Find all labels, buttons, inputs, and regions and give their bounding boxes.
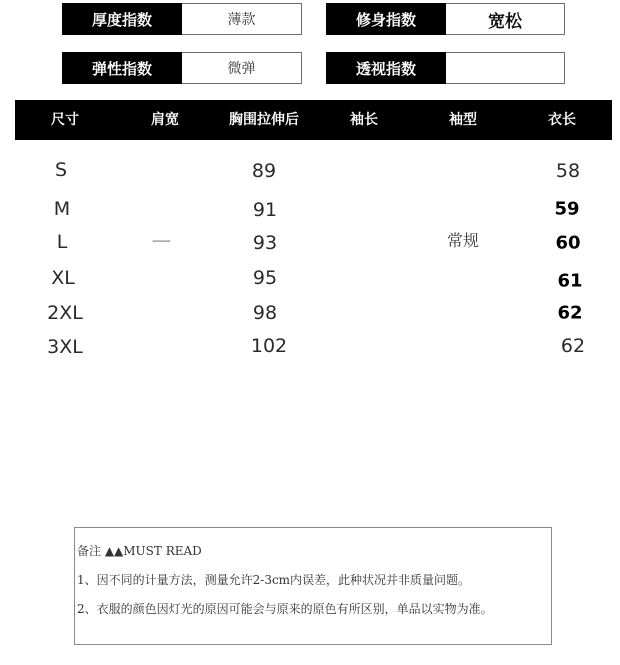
attr-transparency-value xyxy=(446,52,565,84)
header-shoulder: 肩宽 xyxy=(151,112,179,128)
attr-transparency-label: 透视指数 xyxy=(326,52,446,84)
chest-cell: 95 xyxy=(252,267,278,289)
chest-cell: 91 xyxy=(252,199,278,221)
attr-fit-label: 修身指数 xyxy=(326,3,446,35)
header-chest: 胸围拉伸后 xyxy=(229,112,299,128)
chest-cell: 89 xyxy=(251,160,277,182)
sleeve-type-value: 常规 xyxy=(447,231,480,250)
attr-elasticity-label: 弹性指数 xyxy=(62,52,182,84)
length-cell: 58 xyxy=(555,160,581,182)
size-cell: 2XL xyxy=(47,302,83,324)
size-cell: M xyxy=(53,198,71,220)
header-sleeve-type: 袖型 xyxy=(449,112,477,128)
length-cell: 61 xyxy=(557,270,583,292)
length-cell: 60 xyxy=(555,232,581,254)
attr-transparency xyxy=(326,52,565,84)
attr-elasticity xyxy=(62,52,302,84)
attr-elasticity-value: 微弹 xyxy=(182,52,302,84)
size-cell: 3XL xyxy=(47,336,83,358)
shoulder-value: ------ xyxy=(152,234,170,247)
length-cell: 59 xyxy=(554,198,580,220)
size-cell: S xyxy=(54,159,68,181)
size-cell: L xyxy=(56,231,68,253)
size-cell: XL xyxy=(51,267,75,289)
attr-thickness xyxy=(62,3,302,35)
header-size: 尺寸 xyxy=(51,112,79,128)
notes-line-1: 1、因不同的计量方法，测量允许2-3cm内误差，此种状况并非质量问题。 xyxy=(77,573,471,587)
attr-fit xyxy=(326,3,565,35)
notes-box xyxy=(74,527,552,645)
notes-title: 备注 ▲▲MUST READ xyxy=(77,544,202,558)
chest-cell: 93 xyxy=(252,232,278,254)
notes-line-2: 2、衣服的颜色因灯光的原因可能会与原来的原色有所区别，单品以实物为准。 xyxy=(77,602,493,616)
length-cell: 62 xyxy=(557,302,583,324)
attr-fit-value: 宽松 xyxy=(446,3,565,35)
header-length: 衣长 xyxy=(548,112,576,128)
attr-thickness-label: 厚度指数 xyxy=(62,3,182,35)
attr-thickness-value: 薄款 xyxy=(182,3,302,35)
size-table-header xyxy=(15,100,612,140)
header-sleeve-length: 袖长 xyxy=(350,112,378,128)
chest-cell: 98 xyxy=(252,302,278,324)
length-cell: 62 xyxy=(560,335,586,357)
chest-cell: 102 xyxy=(250,335,288,357)
